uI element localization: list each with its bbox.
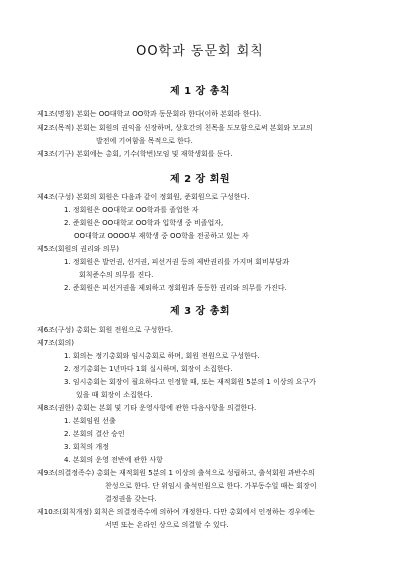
article-5: 제5조(회원의 권리와 의무) xyxy=(37,245,119,253)
article-10-cont: 서면 또는 온라인 상으로 의결할 수 있다. xyxy=(105,521,229,529)
chapter-1-heading: 제 1 장 총칙 xyxy=(169,86,231,97)
article-4-item-1: 1. 정회원은 OO대학교 OO학과를 졸업한 자 xyxy=(64,206,199,214)
article-2: 제2조(목적) 본회는 회원의 권익을 신장하며, 상호간의 친목을 도모함으로써 본회와 모교의 xyxy=(37,124,313,132)
article-4-item-2-cont: OO대학교 OOOO부 재학생 중 OO학을 전공하고 있는 자 xyxy=(74,232,249,240)
article-10: 제10조(회칙개정) 회칙은 의결정족수에 의하여 개정한다. 다만 총회에서 인정하는 경우에는 xyxy=(37,508,315,516)
article-4: 제4조(구성) 본회의 회원은 다음과 같이 정회원, 준회원으로 구성한다. xyxy=(37,193,250,201)
article-7: 제7조(회의) xyxy=(37,339,74,347)
chapter-2-heading: 제 2 장 회원 xyxy=(169,174,231,185)
document-title: OO학과 동문회 회칙 xyxy=(136,44,264,59)
article-9-cont-2: 결정권을 갖는다. xyxy=(105,495,157,503)
article-5-item-2: 2. 준회원은 피선거권을 제외하고 정회원과 동등한 권리와 의무를 가진다. xyxy=(64,284,287,292)
article-6: 제6조(구성) 총회는 회원 전원으로 구성한다. xyxy=(37,326,173,334)
article-5-item-1: 1. 정회원은 발언권, 선거권, 피선거권 등의 제반권리를 가지며 회비부담과 xyxy=(64,258,290,266)
article-8: 제8조(권한) 총회는 본회 및 기타 운영사항에 관한 다음사항을 의결한다. xyxy=(37,404,257,412)
article-9: 제9조(의결정족수) 총회는 재적회원 5분의 1 이상의 출석으로 성립하고, 출석회원 과반수의 xyxy=(37,469,315,477)
article-4-item-2: 2. 준회원은 OO대학교 OO학과 입학생 중 비졸업자, xyxy=(64,219,224,227)
article-3: 제3조(기구) 본회에는 총회, 기수(학번)모임 및 재학생회를 둔다. xyxy=(37,150,233,158)
chapter-3-heading: 제 3 장 총회 xyxy=(169,306,231,317)
article-7-item-2: 2. 정기총회는 1년마다 1회 실시하며, 회장이 소집한다. xyxy=(64,365,233,373)
article-5-item-1-cont: 회칙준수의 의무를 진다. xyxy=(79,271,154,279)
article-2-cont: 발전에 기여함을 목적으로 한다. xyxy=(96,137,193,145)
article-8-item-3: 3. 회칙의 개정 xyxy=(64,443,109,451)
article-1: 제1조(명칭) 본회는 OO대학교 OO학과 동문회라 한다(이하 본회라 한다). xyxy=(37,110,262,118)
article-9-cont-1: 찬성으로 한다. 단 위임시 출석인원으로 한다. 가부동수일 때는 회장이 xyxy=(105,482,317,490)
article-7-item-1: 1. 회의는 정기총회와 임시총회로 하며, 회원 전원으로 구성한다. xyxy=(64,352,260,360)
article-8-item-2: 2. 본회의 결산 승인 xyxy=(64,430,125,438)
article-7-item-3: 3. 임시총회는 회장이 필요하다고 인정할 때, 또는 재적회원 5분의 1 이상의 요구가 xyxy=(64,378,316,386)
article-8-item-1: 1. 본회임원 선출 xyxy=(64,417,116,425)
article-8-item-4: 4. 본회의 운영 전반에 관한 사항 xyxy=(64,456,163,464)
article-7-item-3-cont: 있을 때 회장이 소집한다. xyxy=(76,391,153,399)
